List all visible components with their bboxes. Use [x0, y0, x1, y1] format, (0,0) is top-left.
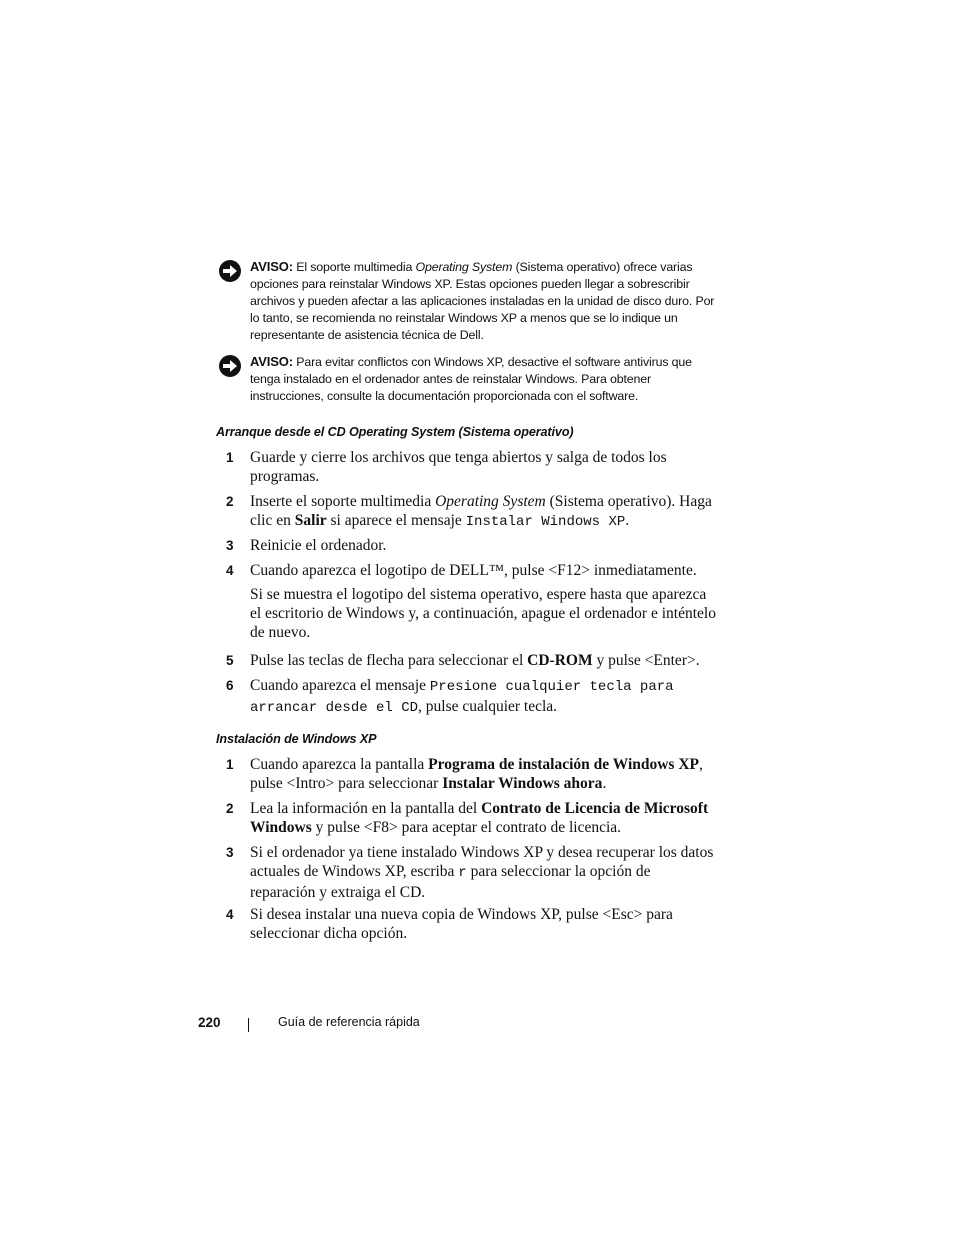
footer-guide-title: Guía de referencia rápida — [278, 1015, 420, 1029]
list-item: 6 Cuando aparezca el mensaje Presione cualquier tecla para arrancar desde el CD, pulse cualquier tecla. — [226, 677, 674, 716]
list-item: 4 Cuando aparezca el logotipo de DELL™, pulse <F12> inmediatamente. — [226, 562, 697, 579]
list-item: 1 Guarde y cierre los archivos que tenga abiertos y salga de todos los programas. — [226, 449, 667, 485]
notice-arrow-icon — [218, 354, 242, 378]
list-item: 4 Si desea instalar una nueva copia de Windows XP, pulse <Esc> para seleccionar dicha opción. — [226, 906, 673, 942]
notice-label: AVISO: — [250, 354, 293, 369]
notice-arrow-icon — [218, 259, 242, 283]
list-item: 2 Lea la información en la pantalla del Contrato de Licencia de Microsoft Windows y pulse <F8> para aceptar el contrato de licencia. — [226, 800, 709, 836]
page-number: 220 — [198, 1015, 221, 1030]
list-item: 1 Cuando aparezca la pantalla Programa de instalación de Windows XP, pulse <Intro> para seleccionar Instalar Windows ahora. — [226, 756, 703, 792]
notice-1-text: AVISO: El soporte multimedia Operating System (Sistema operativo) ofrece varias opciones para reinstalar Windows XP. Estas opciones pueden llegar a sobrescribir archivos y pueden afectar a las aplicaciones instaladas en la unidad de disco duro. Por lo tanto, se recomienda no reinstalar Windows XP a menos que se lo indique un representante de asistencia técnica de Dell. — [250, 259, 715, 342]
list-item: 5 Pulse las teclas de flecha para seleccionar el CD-ROM y pulse <Enter>. — [226, 652, 700, 669]
section-heading-cd-boot: Arranque desde el CD Operating System (Sistema operativo) — [216, 425, 574, 439]
notice-2 — [218, 353, 718, 405]
list-item: 2 Inserte el soporte multimedia Operating System (Sistema operativo). Haga clic en Salir si aparece el mensaje Instalar Windows XP. — [226, 493, 712, 530]
notice-1 — [218, 258, 718, 344]
list-item: 3 Reinicie el ordenador. — [226, 537, 387, 554]
list-item: 3 Si el ordenador ya tiene instalado Windows XP y desea recuperar los datos actuales de Windows XP, escriba r para seleccionar la opción de reparación y extraiga el CD. — [226, 844, 714, 901]
notice-2-text: AVISO: Para evitar conflictos con Windows XP, desactive el software antivirus que tenga instalado en el ordenador antes de reinstalar Windows. Para obtener instrucciones, consulte la documentación proporcionada con el software. — [250, 354, 692, 403]
notice-label: AVISO: — [250, 259, 293, 274]
footer-divider — [248, 1018, 249, 1032]
step-note: Si se muestra el logotipo del sistema operativo, espere hasta que aparezca el escritorio de Windows y, a continuación, apague el ordenador e inténtelo de nuevo. — [250, 586, 716, 641]
section-heading-windows-install: Instalación de Windows XP — [216, 732, 377, 746]
